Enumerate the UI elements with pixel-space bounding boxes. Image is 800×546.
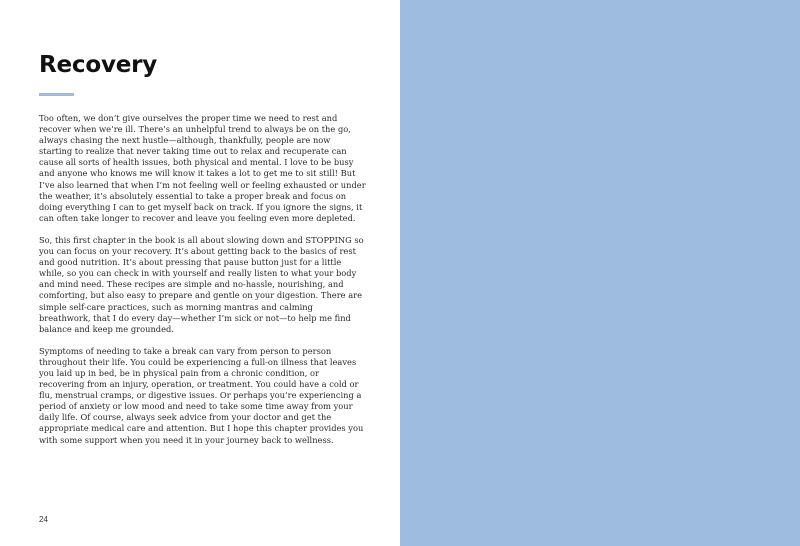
title-underline bbox=[39, 93, 74, 96]
body-text bbox=[39, 113, 366, 457]
paragraph-3: Symptoms of needing to take a break can vary from person to person throughout their life. You could be experiencing a full-on illness that leaves you laid up in bed, be in physical pain from a chronic condition, or recovering from an injury, operation, or treatment. You could have a cold or flu, menstrual cramps, or digestive issues. Or perhaps you’re experiencing a period of anxiety or low mood and need to take some time away from your daily life. Of course, always seek advice from your doctor and get the appropriate medical care and attention. But I hope this chapter provides you with some support when you need it in your journey back to wellness. bbox=[39, 345, 364, 445]
page-number: 24 bbox=[39, 515, 48, 524]
right-page bbox=[400, 0, 800, 546]
page-title: Recovery bbox=[39, 52, 158, 78]
paragraph-2: So, this first chapter in the book is all about slowing down and STOPPING so you can focus on your recovery. It’s about getting back to the basics of rest and good nutrition. It’s about pressing that pause button just for a little while, so you can check in with yourself and really listen to what your body and mind need. These recipes are simple and no-hassle, nourishing, and comforting, but also easy to prepare and gentle on your digestion. There are simple self-care practices, such as morning mantras and calming breathwork, that I do every day—whether I’m sick or not—to help me find balance and keep me grounded. bbox=[39, 234, 364, 334]
paragraph-1: Too often, we don’t give ourselves the proper time we need to rest and recover when we’re ill. There’s an unhelpful trend to always be on the go, always chasing the next hustle—although, thankfully, people are now starting to realize that never taking time out to relax and recuperate can cause all sorts of health issues, both physical and mental. I love to be busy and anyone who knows me will know it takes a lot to get me to sit still! But I’ve also learned that when I’m not feeling well or feeling exhausted or under the weather, it’s absolutely essential to take a proper break and focus on doing everything I can to get myself back on track. If you ignore the signs, it can often take longer to recover and leave you feeling even more depleted. bbox=[39, 113, 366, 223]
